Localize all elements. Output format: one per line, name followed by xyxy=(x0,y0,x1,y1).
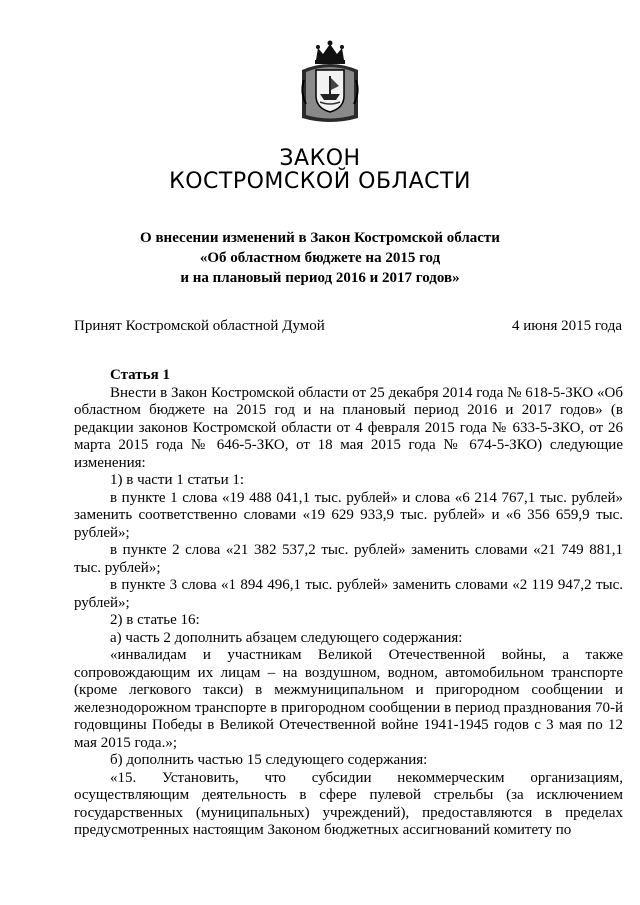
coat-of-arms-icon xyxy=(298,40,362,124)
subject-line: «Об областном бюджете на 2015 год xyxy=(199,250,441,266)
law-title: ЗАКОН xyxy=(279,146,361,171)
subject-line: и на плановый период 2016 и 2017 годов» xyxy=(180,270,460,286)
law-subject xyxy=(0,228,640,288)
adopted-by: Принят Костромской областной Думой xyxy=(74,318,325,334)
paragraph: 1) в части 1 статьи 1: xyxy=(110,472,245,488)
paragraph: в пункте 3 слова «1 894 496,1 тыс. рублей» заменить словами «2 119 947,2 тыс. рублей»; xyxy=(74,577,623,611)
subject-line: О внесении изменений в Закон Костромской области xyxy=(140,230,500,246)
paragraph: в пункте 1 слова «19 488 041,1 тыс. рублей» и слова «6 214 767,1 тыс. рублей» заменить соответственно словами «19 629 933,9 тыс. рублей» и «6 356 659,9 тыс. рублей»; xyxy=(74,489,623,541)
document-body xyxy=(74,367,623,840)
paragraph: «инвалидам и участникам Великой Отечественной войны, а также сопровождающим их лицам – на воздушном, водном, автомобильном транспорте (кроме легкового такси) в межмуниципальном и пригородном сообщении и железнодорожном транспорте в пригородном сообщении в период празднования 70-й годовщины Победы в Великой Отечественной войне 1941-1945 годов с 3 мая по 12 мая 2015 года.»; xyxy=(74,647,623,751)
region-title: КОСТРОМСКОЙ ОБЛАСТИ xyxy=(169,169,471,194)
paragraph: Внести в Закон Костромской области от 25 декабря 2014 года № 618-5-ЗКО «Об областном бюджете на 2015 год и на плановый период 2016 и 2017 годов» (в редакции законов Костромской области от 4 февраля 2015 года № 633-5-ЗКО, от 26 марта 2015 года № 646-5-ЗКО, от 18 мая 2015 года № 674-5-ЗКО) следующие изменения: xyxy=(74,384,623,471)
paragraph: 2) в статье 16: xyxy=(110,612,200,628)
adoption-date: 4 июня 2015 года xyxy=(511,318,622,334)
paragraph: в пункте 2 слова «21 382 537,2 тыс. рублей» заменить словами «21 749 881,1 тыс. рублей»; xyxy=(74,542,623,576)
paragraph: а) часть 2 дополнить абзацем следующего содержания: xyxy=(110,629,463,646)
paragraph: «15. Установить, что субсидии некоммерческим организациям, осуществляющим деятельность в сфере пулевой стрельбы (за исключением государственных (муниципальных) учреждений), предоставляются в пределах предусмотренных настоящим Законом бюджетных ассигнований комитету по xyxy=(74,769,623,838)
paragraph: б) дополнить частью 15 следующего содержания: xyxy=(110,752,428,768)
article-heading: Статья 1 xyxy=(110,367,170,383)
